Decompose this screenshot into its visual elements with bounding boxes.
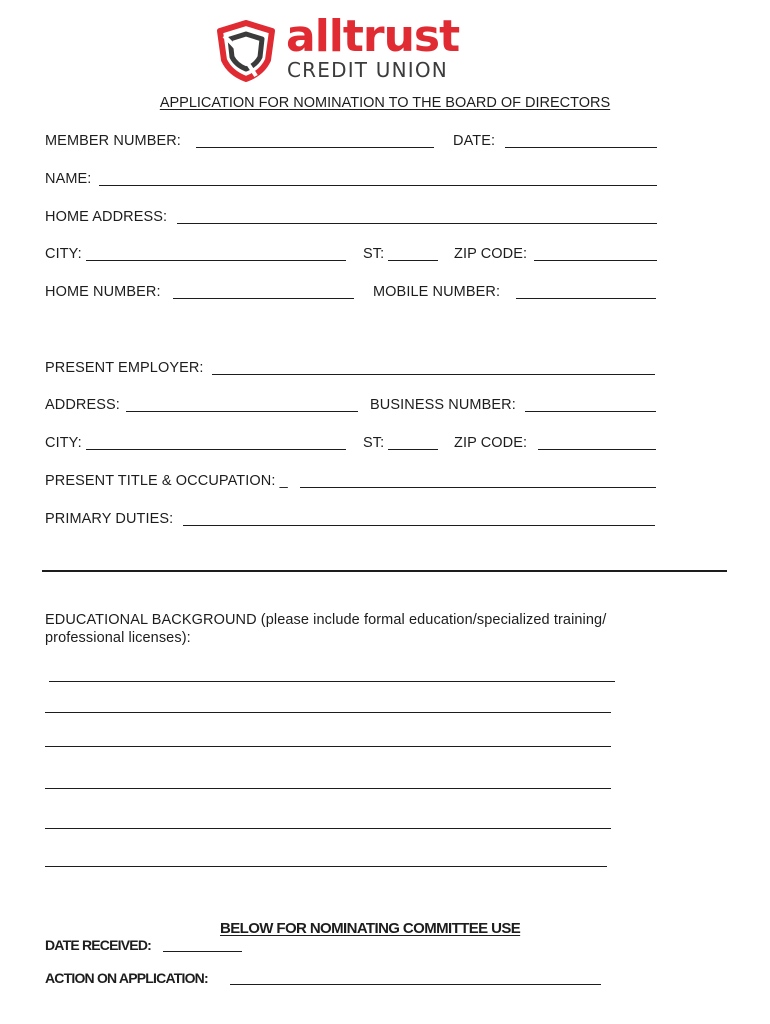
member-number-label: MEMBER NUMBER: [45,133,181,149]
date-received-field[interactable] [163,951,242,952]
date-label: DATE: [453,133,496,149]
employer-city-label: CITY: [45,435,82,451]
present-title-label: PRESENT TITLE & OCCUPATION: _ [45,473,288,489]
action-on-application-label: ACTION ON APPLICATION: [45,970,208,986]
employer-city-field[interactable] [86,449,346,450]
employer-zip-code-label: ZIP CODE: [454,435,528,451]
education-field-line-1[interactable] [49,681,615,682]
employer-st-label: ST: [363,435,385,451]
mobile-number-label: MOBILE NUMBER: [373,284,501,300]
education-label-line2: professional licenses): [45,630,191,646]
st-label: ST: [363,246,385,262]
employer-st-field[interactable] [388,449,438,450]
name-label: NAME: [45,171,92,187]
present-title-field[interactable] [300,487,656,488]
education-field-line-2[interactable] [45,712,611,713]
education-field-line-3[interactable] [45,746,611,747]
education-field-line-6[interactable] [45,866,607,867]
home-address-field[interactable] [177,223,657,224]
mobile-number-field[interactable] [516,298,656,299]
business-number-field[interactable] [525,411,656,412]
education-field-line-4[interactable] [45,788,611,789]
st-field[interactable] [388,260,438,261]
zip-code-field[interactable] [534,260,657,261]
date-received-label: DATE RECEIVED: [45,937,151,953]
city-label: CITY: [45,246,82,262]
primary-duties-field[interactable] [183,525,655,526]
city-field[interactable] [86,260,346,261]
present-employer-field[interactable] [212,374,655,375]
home-address-label: HOME ADDRESS: [45,209,168,225]
name-field[interactable] [99,185,657,186]
primary-duties-label: PRIMARY DUTIES: [45,511,174,527]
logo-name: alltrust [286,11,460,62]
education-label-line1: EDUCATIONAL BACKGROUND (please include formal education/specialized training/ [45,612,607,628]
education-field-line-5[interactable] [45,828,611,829]
business-number-label: BUSINESS NUMBER: [370,397,516,413]
address-field[interactable] [126,411,358,412]
section-divider [42,570,727,572]
date-field[interactable] [505,147,657,148]
logo-subtitle: CREDIT UNION [287,58,448,82]
form-title: APPLICATION FOR NOMINATION TO THE BOARD OF DIRECTORS [159,95,611,111]
employer-zip-code-field[interactable] [538,449,656,450]
home-number-field[interactable] [173,298,354,299]
committee-heading: BELOW FOR NOMINATING COMMITTEE USE [220,920,521,937]
shield-swirl-icon [216,20,276,82]
present-employer-label: PRESENT EMPLOYER: [45,360,204,376]
home-number-label: HOME NUMBER: [45,284,161,300]
member-number-field[interactable] [196,147,434,148]
action-on-application-field[interactable] [230,984,601,985]
zip-code-label: ZIP CODE: [454,246,528,262]
address-label: ADDRESS: [45,397,120,413]
